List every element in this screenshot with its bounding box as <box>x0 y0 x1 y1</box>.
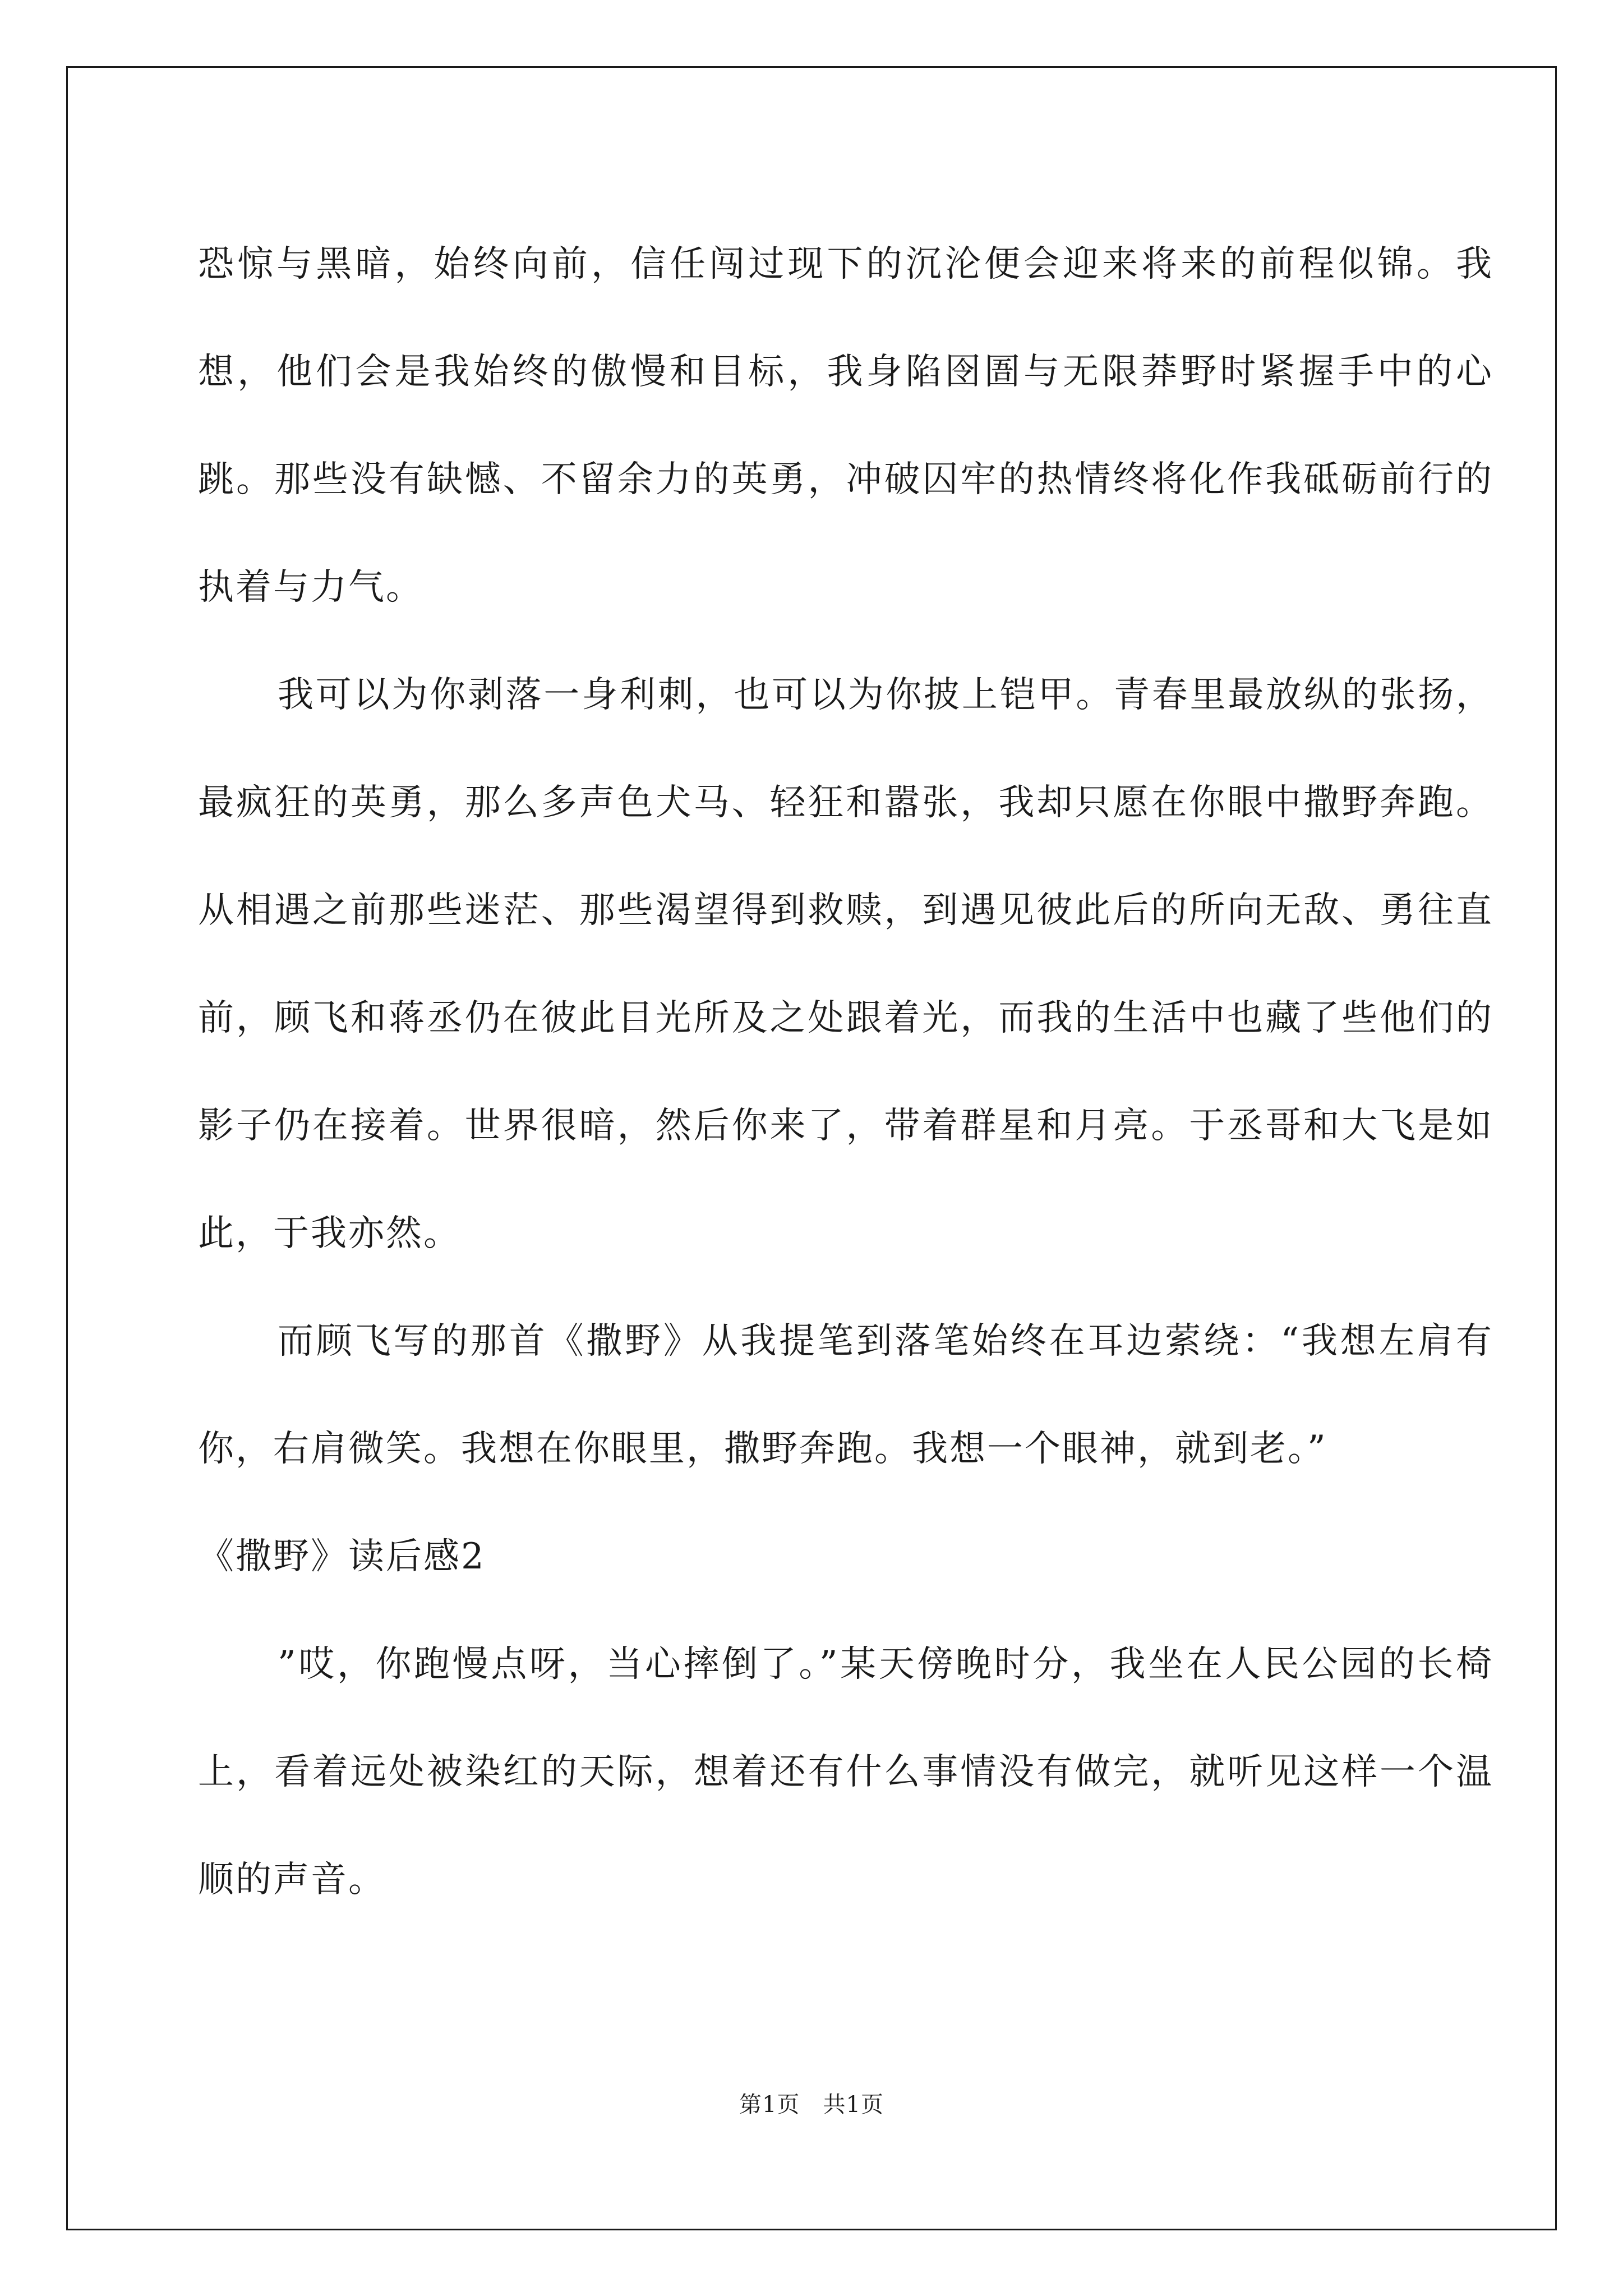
paragraph-2: 我可以为你剥落一身利刺，也可以为你披上铠甲。青春里最放纵的张扬，最疯狂的英勇，那么多声色犬马、轻狂和嚣张，我却只愿在你眼中撒野奔跑。从相遇之前那些迷茫、那些渴望得到救赎，到遇见彼此后的所向无敌、勇往直前，顾飞和蒋丞仍在彼此目光所及之处跟着光，而我的生活中也藏了些他们的影子仍在接着。世界很暗，然后你来了，带着群星和月亮。于丞哥和大飞是如此，于我亦然。 <box>198 674 1493 1254</box>
paragraph-4: ”哎，你跑慢点呀，当心摔倒了。”某天傍晚时分，我坐在人民公园的长椅上，看着远处被染红的天际，想着还有什么事情没有做完，就听见这样一个温顺的声音。 <box>198 1644 1493 1901</box>
document-body <box>198 210 1493 1934</box>
section-heading: 《撒野》读后感2 <box>198 1536 486 1577</box>
page-number-footer: 第1页 共1页 <box>739 2092 884 2118</box>
paragraph-1: 恐惊与黑暗，始终向前，信任闯过现下的沉沦便会迎来将来的前程似锦。我想，他们会是我始终的傲慢和目标，我身陷囹圄与无限莽野时紧握手中的心跳。那些没有缺憾、不留余力的英勇，冲破囚牢的热情终将化作我砥砺前行的执着与力气。 <box>198 243 1493 608</box>
paragraph-3: 而顾飞写的那首《撒野》从我提笔到落笔始终在耳边萦绕：“我想左肩有你，右肩微笑。我想在你眼里，撒野奔跑。我想一个眼神，就到老。” <box>198 1320 1493 1470</box>
